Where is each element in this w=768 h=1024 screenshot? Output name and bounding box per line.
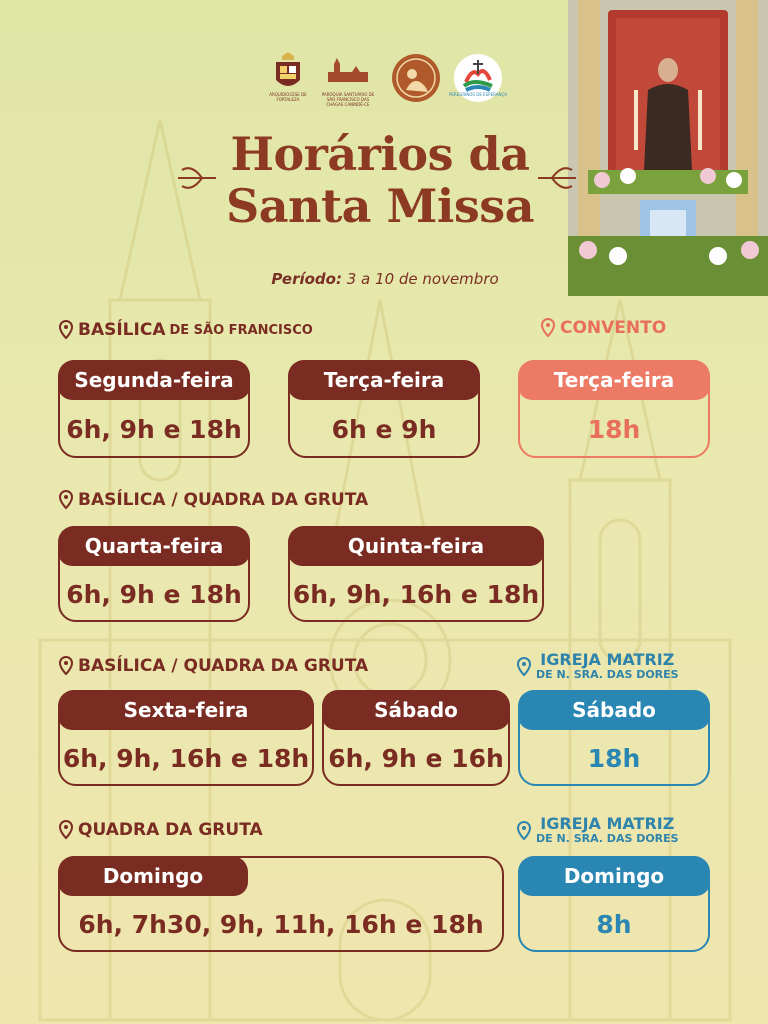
location-igreja-matriz-2 (516, 816, 679, 846)
location-line-2: DE N. SRA. DAS DORES (536, 668, 679, 681)
location-quadra-gruta (58, 820, 263, 840)
mass-card-sexta (58, 690, 314, 786)
day-label: Segunda-feira (58, 360, 250, 400)
mass-times: 8h (596, 909, 632, 939)
map-pin-icon (58, 320, 74, 340)
map-pin-icon (516, 657, 532, 677)
title-line-2: Santa Missa (225, 179, 535, 233)
location-rest: DE SÃO FRANCISCO (169, 322, 313, 338)
map-pin-icon (58, 490, 74, 510)
day-label: Domingo (518, 856, 710, 896)
location-basilica-quadra-gruta-2 (58, 656, 368, 676)
page-title (190, 128, 570, 232)
location-basilica-quadra-gruta-1 (58, 490, 368, 510)
title-line-1: Horários da (230, 127, 530, 181)
saint-francis-altar-photo (568, 0, 768, 296)
period-value: 3 a 10 de novembro (346, 270, 499, 288)
period-label: Período: (271, 270, 342, 288)
location-main: BASÍLICA (78, 320, 166, 340)
mass-times: 18h (587, 743, 641, 773)
mass-card-terca-convento (518, 360, 710, 458)
day-label: Sábado (518, 690, 710, 730)
location-convento (540, 318, 666, 338)
location-line-1: IGREJA MATRIZ (540, 814, 675, 833)
mass-times: 6h, 9h e 18h (66, 579, 242, 609)
map-pin-icon (540, 318, 556, 338)
logo-caption-2: PARÓQUIA SANTUÁRIO DE SÃO FRANCISCO DAS CHAGAS CANINDÉ-CE (321, 92, 375, 107)
day-label: Quarta-feira (58, 526, 250, 566)
mass-times: 6h, 7h30, 9h, 11h, 16h e 18h (78, 909, 484, 939)
location-label: BASÍLICA / QUADRA DA GRUTA (78, 656, 369, 676)
day-label: Quinta-feira (288, 526, 544, 566)
location-label: BASÍLICA / QUADRA DA GRUTA (78, 490, 369, 510)
mass-times: 6h, 9h, 16h e 18h (62, 743, 310, 773)
flourish-right-icon (538, 160, 582, 196)
mass-card-quarta (58, 526, 250, 622)
location-igreja-matriz-1 (516, 652, 679, 682)
location-label: QUADRA DA GRUTA (78, 820, 263, 840)
mass-card-domingo-matriz (518, 856, 710, 952)
mass-times: 6h, 9h e 16h (328, 743, 504, 773)
logo-caption-4: PEREGRINOS DE ESPERANÇA (448, 92, 507, 97)
logo-row (262, 52, 507, 114)
mass-times: 6h e 9h (331, 414, 437, 444)
map-pin-icon (58, 656, 74, 676)
location-line-1: IGREJA MATRIZ (540, 650, 675, 669)
mass-times: 6h, 9h e 18h (66, 414, 242, 444)
mass-card-terca (288, 360, 480, 458)
day-label: Sexta-feira (58, 690, 314, 730)
location-basilica-sao-francisco (58, 320, 313, 340)
period-line (240, 270, 530, 288)
mass-card-quinta (288, 526, 544, 622)
map-pin-icon (516, 821, 532, 841)
day-label: Domingo (58, 856, 248, 896)
mass-times: 18h (587, 414, 641, 444)
logo-caption-1: ARQUIDIOCESE DE FORTALEZA (269, 92, 307, 102)
mass-times: 6h, 9h, 16h e 18h (292, 579, 540, 609)
mass-card-sabado-matriz (518, 690, 710, 786)
mass-card-domingo (58, 856, 504, 952)
day-label: Terça-feira (518, 360, 710, 400)
map-pin-icon (58, 820, 74, 840)
mass-card-sabado (322, 690, 510, 786)
location-line-2: DE N. SRA. DAS DORES (536, 832, 679, 845)
saint-francis-seal-icon (390, 52, 442, 104)
day-label: Sábado (322, 690, 510, 730)
mass-card-segunda (58, 360, 250, 458)
location-convento-label: CONVENTO (560, 318, 667, 338)
day-label: Terça-feira (288, 360, 480, 400)
